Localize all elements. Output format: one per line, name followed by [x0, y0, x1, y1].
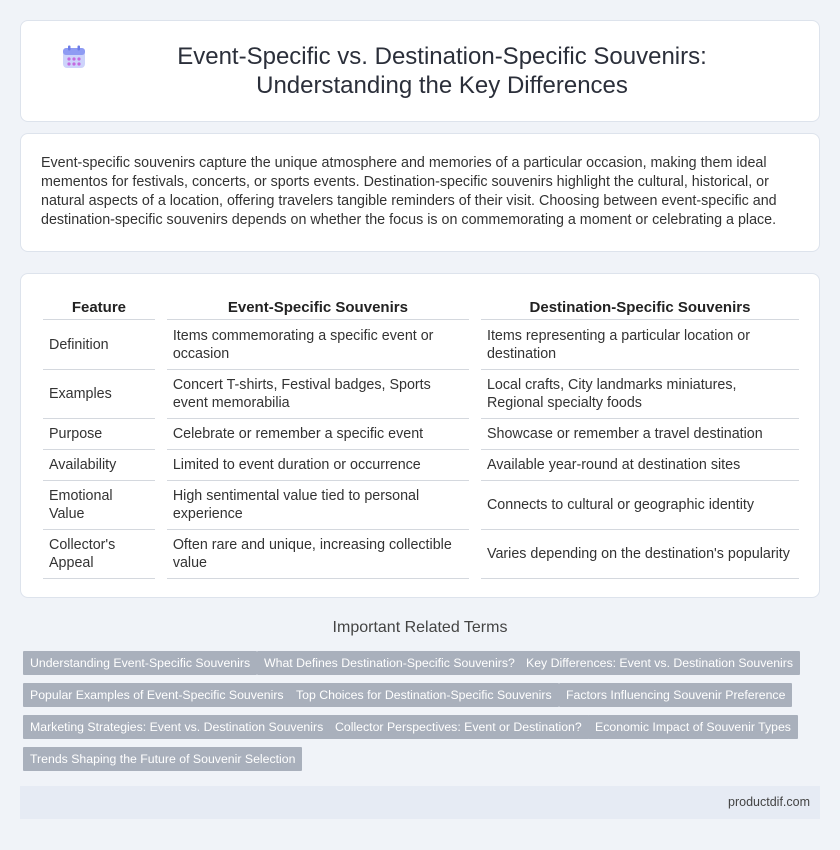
table-row	[43, 320, 799, 370]
table-cell-feature: Examples	[43, 370, 155, 419]
column-header-destination: Destination-Specific Souvenirs	[481, 296, 799, 320]
table-cell-feature: Availability	[43, 450, 155, 481]
related-tag[interactable]: Understanding Event-Specific Souvenirs	[23, 651, 257, 675]
footer-site-name[interactable]: productdif.com	[728, 795, 810, 809]
table-row	[43, 530, 799, 579]
footer-bar	[20, 786, 820, 819]
intro-card	[20, 133, 820, 252]
title-card	[20, 20, 820, 122]
table-cell-destination: Available year-round at destination sites	[481, 450, 799, 481]
table-cell-destination: Local crafts, City landmarks miniatures, Regional specialty foods	[481, 370, 799, 419]
related-tag[interactable]: Trends Shaping the Future of Souvenir Selection	[23, 747, 302, 771]
table-cell-destination: Items representing a particular location or destination	[481, 320, 799, 370]
table-cell-feature: Collector's Appeal	[43, 530, 155, 579]
intro-paragraph: Event-specific souvenirs capture the unique atmosphere and memories of a particular occasion, making them ideal mementos for festivals, concerts, or sports events. Destination-specific souvenirs highlight the cultural, historical, or natural aspects of a location, offering travelers tangible reminders of their visit. Choosing between event-specific and destination-specific souvenirs depends on whether the focus is on commemorating a moment or celebrating a place.	[41, 155, 777, 228]
table-cell-event: Concert T-shirts, Festival badges, Sports event memorabilia	[167, 370, 469, 419]
table-header-row	[43, 296, 799, 320]
related-tag[interactable]: Marketing Strategies: Event vs. Destination Souvenirs	[23, 715, 330, 739]
table-cell-destination: Showcase or remember a travel destination	[481, 419, 799, 450]
column-header-event: Event-Specific Souvenirs	[167, 296, 469, 320]
related-terms-heading: Important Related Terms	[332, 619, 508, 636]
table-cell-feature: Emotional Value	[43, 481, 155, 530]
related-tag[interactable]: Top Choices for Destination-Specific Souvenirs	[289, 683, 559, 707]
table-cell-event: Items commemorating a specific event or occasion	[167, 320, 469, 370]
page-title: Event-Specific vs. Destination-Specific Souvenirs: Understanding the Key Differences	[177, 43, 707, 99]
table-cell-destination: Connects to cultural or geographic identity	[481, 481, 799, 530]
table-cell-event: High sentimental value tied to personal experience	[167, 481, 469, 530]
calendar-icon	[61, 44, 87, 70]
table-cell-event: Limited to event duration or occurrence	[167, 450, 469, 481]
related-tag[interactable]: Popular Examples of Event-Specific Souvenirs	[23, 683, 291, 707]
comparison-table-card	[20, 273, 820, 598]
table-cell-feature: Purpose	[43, 419, 155, 450]
comparison-table	[43, 296, 799, 579]
related-tag[interactable]: What Defines Destination-Specific Souvenirs?	[257, 651, 522, 675]
related-tag[interactable]: Factors Influencing Souvenir Preference	[559, 683, 792, 707]
table-row	[43, 481, 799, 530]
table-cell-destination: Varies depending on the destination's popularity	[481, 530, 799, 579]
title-wrap	[61, 42, 779, 100]
table-row	[43, 419, 799, 450]
table-cell-event: Often rare and unique, increasing collectible value	[167, 530, 469, 579]
column-header-feature: Feature	[43, 296, 155, 320]
table-row	[43, 370, 799, 419]
table-cell-event: Celebrate or remember a specific event	[167, 419, 469, 450]
table-cell-feature: Definition	[43, 320, 155, 370]
table-row	[43, 450, 799, 481]
related-tag[interactable]: Key Differences: Event vs. Destination Souvenirs	[519, 651, 800, 675]
related-tag[interactable]: Economic Impact of Souvenir Types	[588, 715, 798, 739]
related-tag[interactable]: Collector Perspectives: Event or Destination?	[328, 715, 589, 739]
